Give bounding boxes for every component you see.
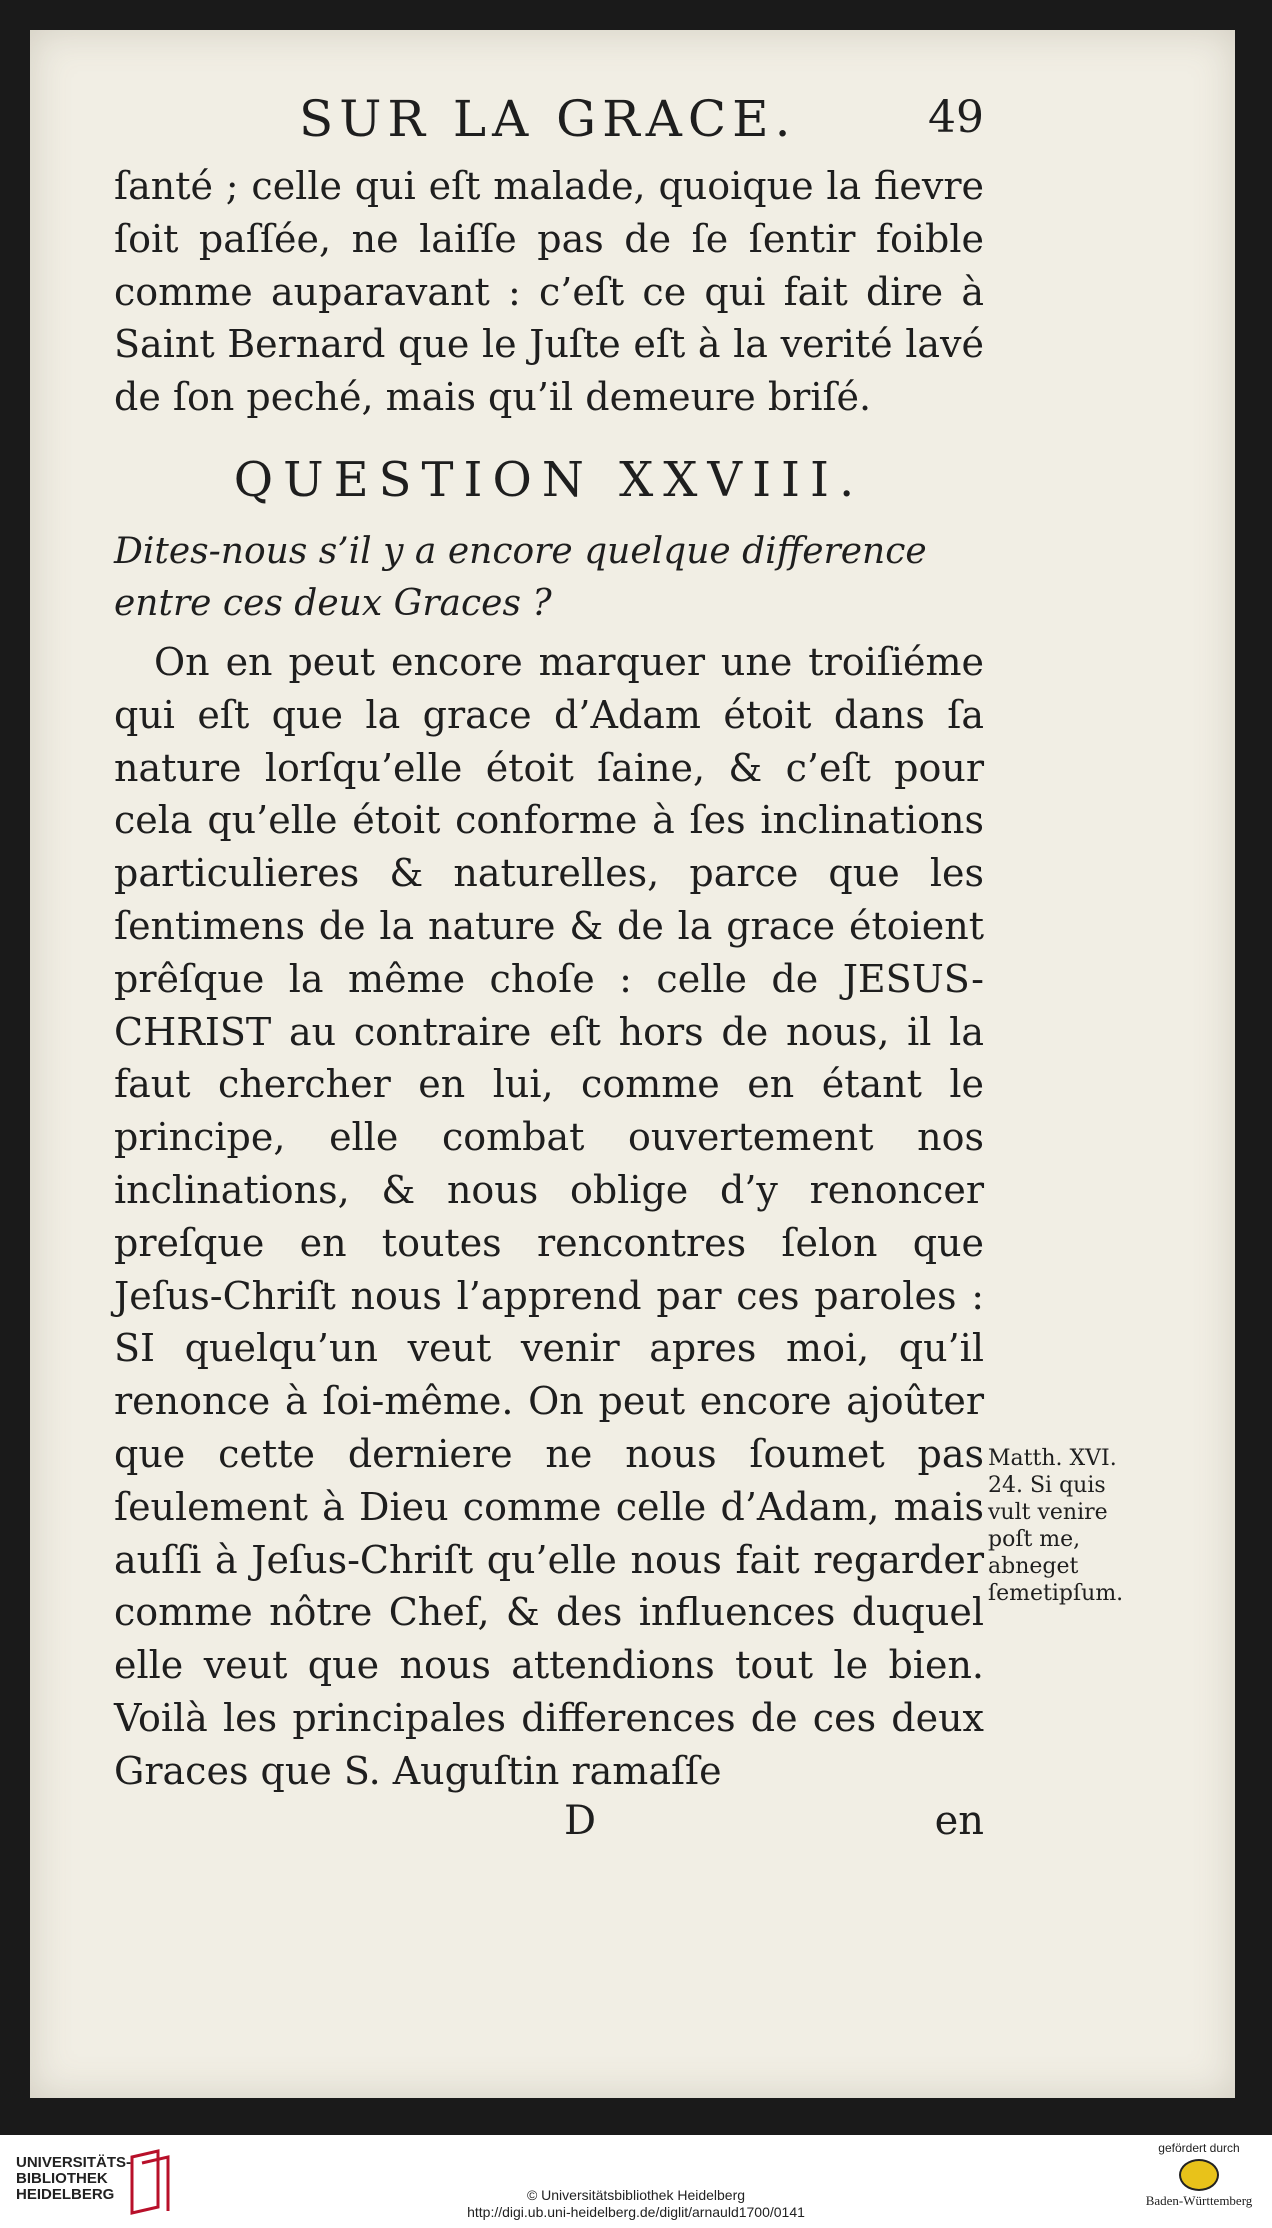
signature-mark: D [564, 1797, 597, 1844]
margin-note: Matth. XVI. 24. Si quis vult venire poſt me, abneget ſemetipſum. [988, 1446, 1124, 1606]
question-text: Dites-nous s’il y a encore quelque difference entre ces deux Graces ? [114, 530, 927, 624]
copyright-text: © Universitätsbibliothek Heidelberg [526, 2187, 746, 2203]
sponsor-name: Baden-Württemberg [1145, 2193, 1253, 2208]
source-url-link[interactable]: http://digi.ub.uni-heidelberg.de/diglit/arnauld1700/0141 [467, 2204, 805, 2220]
library-logo-text[interactable]: UNIVERSITÄTS- BIBLIOTHEK HEIDELBERG [16, 2154, 132, 2203]
catchword: en [934, 1797, 984, 1844]
page-text-block [114, 90, 984, 1858]
copyright-block [0, 2187, 1272, 2221]
page-number: 49 [928, 92, 984, 143]
running-title: SUR LA GRACE. [299, 90, 797, 148]
answer-paragraph: On en peut encore marquer une troiſiéme qui eſt que la grace d’Adam étoit dans ſa nature lorſqu’elle étoit ſaine, & c’eſt pour cela qu’elle étoit conforme à ſes inclinations particulieres & naturelles, parce que les ſentimens de la nature & de la grace étoient prêſque la même choſe : celle de JESUS-CHRIST au contraire eſt hors de nous, il la faut chercher en lui, comme en étant le principe, elle combat ouvertement nos inclinations, & nous oblige d’y renoncer preſque en toutes rencontres ſelon que Jeſus-Chriſt nous l’apprend par ces paroles : SI quelqu’un veut venir apres moi, qu’il renonce à ſoi-même. On peut encore ajoûter que cette derniere ne nous ſoumet pas ſeulement à Dieu comme celle d’Adam, mais auſſi à Jeſus-Chriſt qu’elle nous fait regarder comme nôtre Chef, & des influences duquel elle veut que nous attendions tout le bien. Voilà les principales differences de ces deux Graces que S. Auguſtin ramaſſe [114, 639, 984, 1793]
sponsor-label: gefördert durch [1158, 2141, 1240, 2155]
question-heading: QUESTION XXVIII. [233, 451, 865, 508]
page-signature-line [114, 1798, 984, 1858]
footer-bar [0, 2135, 1272, 2228]
book-page [30, 30, 1235, 2098]
intro-paragraph: ſanté ; celle qui eſt malade, quoique la fievre ſoit paſſée, ne laiſſe pas de ſe ſentir foible comme auparavant : c’eſt ce qui fait dire à Saint Bernard que le Juſte eſt à la verité lavé de ſon peché, mais qu’il demeure briſé. [114, 164, 984, 420]
state-coat-of-arms-icon [1179, 2159, 1219, 2191]
sponsor-block[interactable] [1144, 2141, 1254, 2209]
running-head [114, 90, 984, 160]
